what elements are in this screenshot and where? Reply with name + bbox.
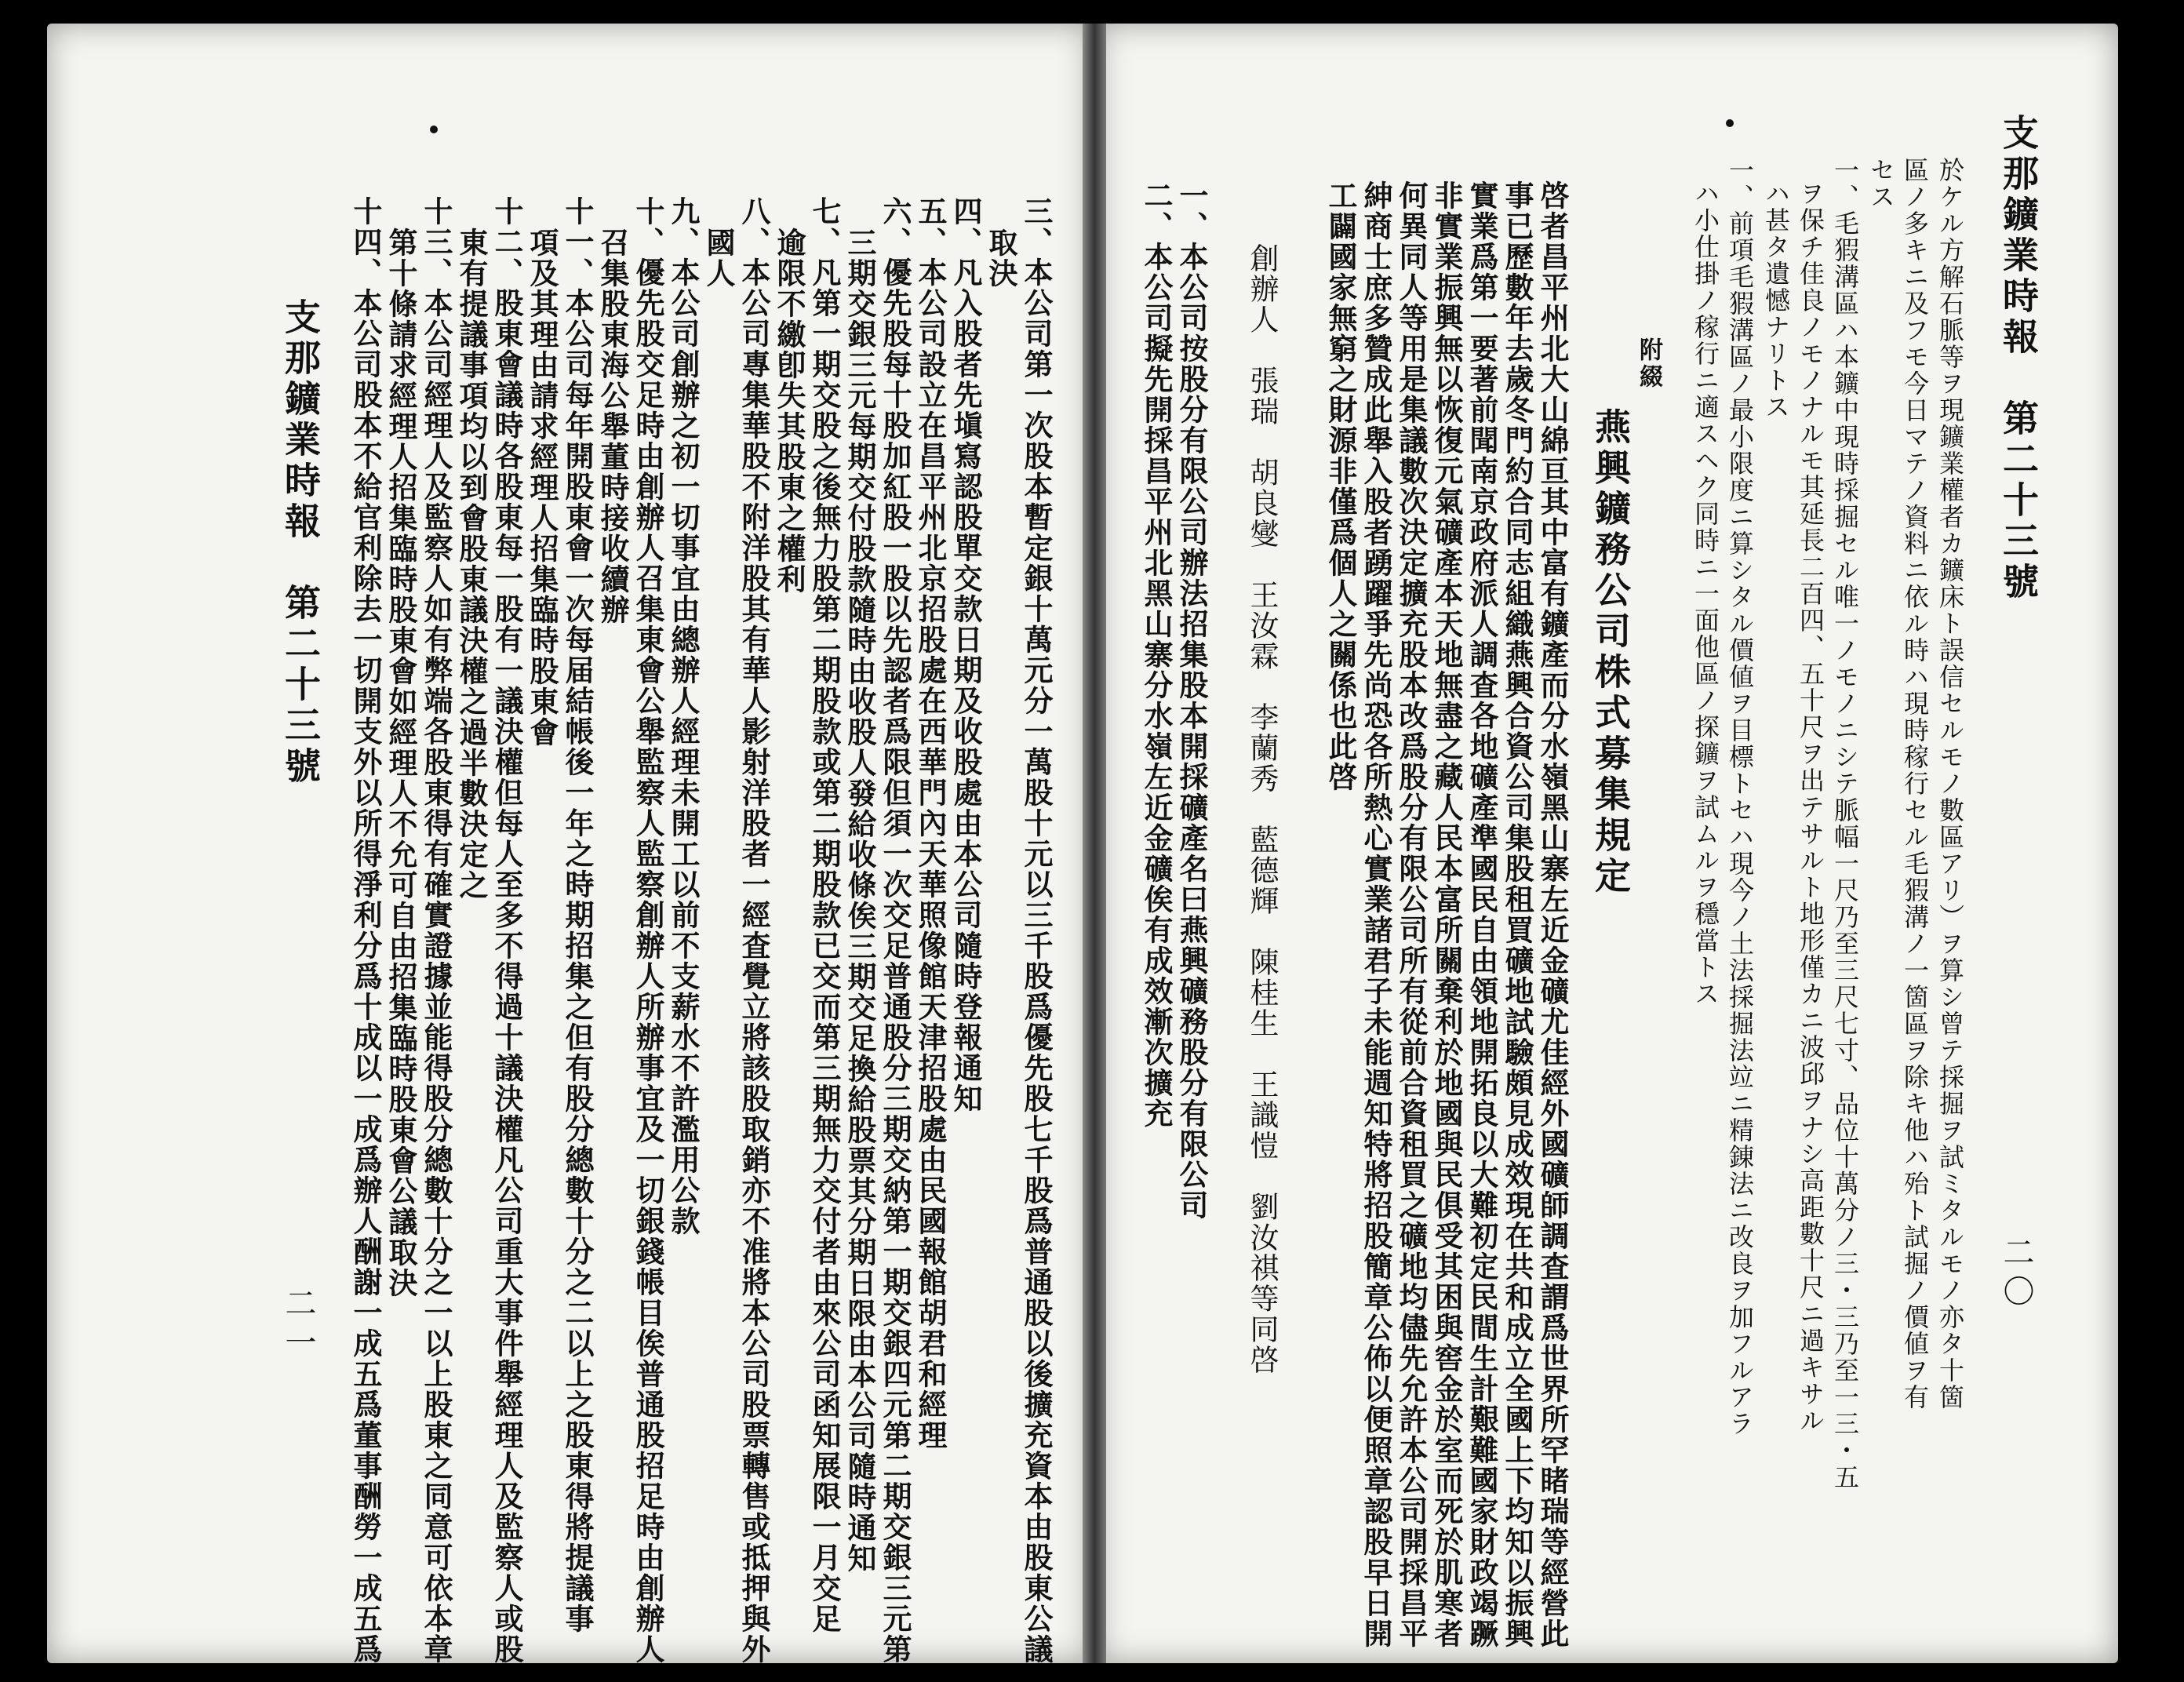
- body-line: 事已歷數年去歲冬門約合同志組織燕興合資公司集股租買礦地試驗頗見成效現在共和成立全國上下均知以振興: [1500, 180, 1534, 1649]
- article-line: 逾限不繳卽失其股東之權利: [772, 228, 806, 595]
- body-line: 非實業振興無以恢復元氣礦產本天地無盡之藏人民本富所關棄利於地國與民俱受其困與窖金於室而死於肌寒者: [1429, 180, 1464, 1649]
- article-line: 國人: [701, 228, 736, 289]
- article-line: 第十條請求經理人招集臨時股東會如經理人不允可自由招集臨時股東會公議取決: [384, 228, 418, 1298]
- page-number: 二一: [280, 1287, 316, 1365]
- article-line: 五、本公司設立在昌平州北京招股處在西華門內天華照像館天津招股處由民國報館胡君和經理: [913, 196, 948, 1451]
- body-line: 工闢國家無窮之財源非僅爲個人之關係也此啓: [1323, 180, 1358, 792]
- article-line: 召集股東海公舉董時接收續辦: [595, 228, 630, 625]
- bullet-dot: [430, 126, 438, 133]
- article-line: 六、優先股每十股加紅股一股以先認者爲限但須一次交足普通股分三期交納第一期交銀四元第二期交銀三元第: [878, 196, 912, 1665]
- article-line: 八、本公司專集華股不附洋股其有華人影射洋股者一經査覺立將該股取銷亦不准將本公司股票轉售或抵押與外: [737, 196, 771, 1665]
- text-line: 於ケル方解石脈等ヲ現鑛業權者カ鑛床ト誤信セルモノ數區アリ）ヲ算シ曾テ採掘ヲ試ミタルモノ亦タ十箇: [1935, 157, 1965, 1411]
- founders-line: 創辦人 張瑞 胡良燮 王汝霖 李蘭秀 藍德輝 陳桂生 王識愷 劉汝祺等同啓: [1245, 243, 1279, 1375]
- page-header-title: 支那鑛業時報 第二十三號: [1997, 114, 2040, 603]
- text-line: 區ノ多キニ及フモ今日マテノ資料ニ依ル時ハ現時稼行セル毛猳溝ノ一箇區ヲ除キ他ハ殆ト試掘ノ價値ヲ有: [1900, 157, 1930, 1411]
- text-line: 一、前項毛猳溝區ノ最小限度ニ算シタル價値ヲ目標トセハ現今ノ土法採掘法竝ニ精錬法ニ改良ヲ加フルアラ: [1725, 157, 1755, 1437]
- text-line: 一、毛猳溝區ハ本鑛中現時採掘セル唯一ノモノニシテ脈幅一尺乃至三尺七寸、品位十萬分ノ三・三乃至一三・五: [1830, 157, 1860, 1491]
- text-line: ハ小仕掛ノ稼行ニ適スヘク同時ニ一面他區ノ探鑛ヲ試ムルヲ穩當トス: [1691, 180, 1720, 1007]
- article-line: 十三、本公司經理人及監察人如有弊端各股東得有確實證據並能得股分總數十分之一以上股東之同意可依本章: [419, 196, 453, 1665]
- text-line: ハ甚タ遺憾ナリトス: [1761, 180, 1791, 420]
- text-line: ヲ保チ佳良ノモノナルモ其延長二百四、五十尺ヲ出テサルト地形僅カニ波邱ヲナシ高距數十尺ニ過キサル: [1796, 180, 1825, 1434]
- article-line: 四、凡入股者先塡寫認股單交款日期及收股處由本公司隨時登報通知: [948, 196, 983, 1114]
- bullet-dot: [1726, 119, 1734, 127]
- page-number: 二〇: [1998, 1236, 2034, 1314]
- article-line: 九、本公司創辦之初一切事宜由總辦人經理未開工以前不支薪水不許濫用公款: [666, 196, 701, 1236]
- page-footer-title: 支那鑛業時報 第二十三號: [279, 298, 322, 788]
- article-line: 十四、本公司股本不給官利除去一切開支外以所得淨利分爲十成以一成爲辦人酬謝一成五爲董事酬勞一成五爲: [348, 196, 383, 1665]
- article-line: 十一、本公司每年開股東會一次每届結帳後一年之時期招集之但有股分總數十分之二以上之股東得將提議事: [560, 196, 595, 1634]
- text-line: セス: [1866, 157, 1896, 210]
- appendix-title: 燕興鑛務公司株式募集規定: [1589, 408, 1632, 897]
- article-line: 二、本公司擬先開採昌平州北黑山寨分水嶺左近金礦俟有成效漸次擴充: [1139, 180, 1174, 1129]
- body-line: 紳商士庶多贊成此舉入股者踴躍爭先尚恐各所熱心實業諸君子未能週知特將招股簡章公佈以便照章認股早日開: [1359, 180, 1393, 1649]
- appendix-label: 附綴: [1635, 337, 1662, 391]
- body-line: 何異同人等用是集議數次決定擴充股本改爲股分有限公司所有從前合資租買之礦地均儘先允許本公司開採昌平: [1394, 180, 1429, 1649]
- article-line: 七、凡第一期交股之後無力股第二期股款或第二期股款已交而第三期無力交付者由來公司函知展限一月交足: [807, 196, 842, 1634]
- article-line: 項及其理由請求經理人招集臨時股東會: [525, 228, 559, 748]
- book-gutter: [1083, 24, 1106, 1663]
- article-line: 取決: [984, 228, 1018, 289]
- article-line: 十、優先股交足時由創辦人召集東會公舉監察人監察創辦人所辦事宜及一切銀錢帳目俟普通股招足時由創辦人: [631, 196, 665, 1665]
- article-line: 三期交銀三元每期交付股款隨時由收股人發給收條俟三期交足換給股票其分期日限由本公司隨時通知: [843, 228, 877, 1574]
- body-line: 實業爲第一要著前聞南京政府派人調査各地礦產準國民自由領地開拓良以大難初定民間生計艱難國家財政竭蹶: [1465, 180, 1499, 1649]
- article-line: 三、本公司第一次股本暫定銀十萬元分一萬股十元以三千股爲優先股七千股爲普通股以後擴充資本由股東公議: [1019, 196, 1054, 1665]
- article-line: 一、本公司按股分有限公司辦法招集股本開採礦產名曰燕興礦務股分有限公司: [1174, 180, 1209, 1221]
- article-line: 十二、股東會議時各股東每一股有一議決權但每人至多不得過十議決權凡公司重大事件舉經理人及監察人或股: [490, 196, 524, 1665]
- body-line: 啓者昌平州北大山綿亘其中富有鑛產而分水嶺黑山寨左近金礦尤佳經外國礦師調査謂爲世界所罕睹瑞等經營此: [1535, 180, 1570, 1649]
- article-line: 東有提議事項均以到會股東議決權之過半數決定之: [454, 228, 489, 901]
